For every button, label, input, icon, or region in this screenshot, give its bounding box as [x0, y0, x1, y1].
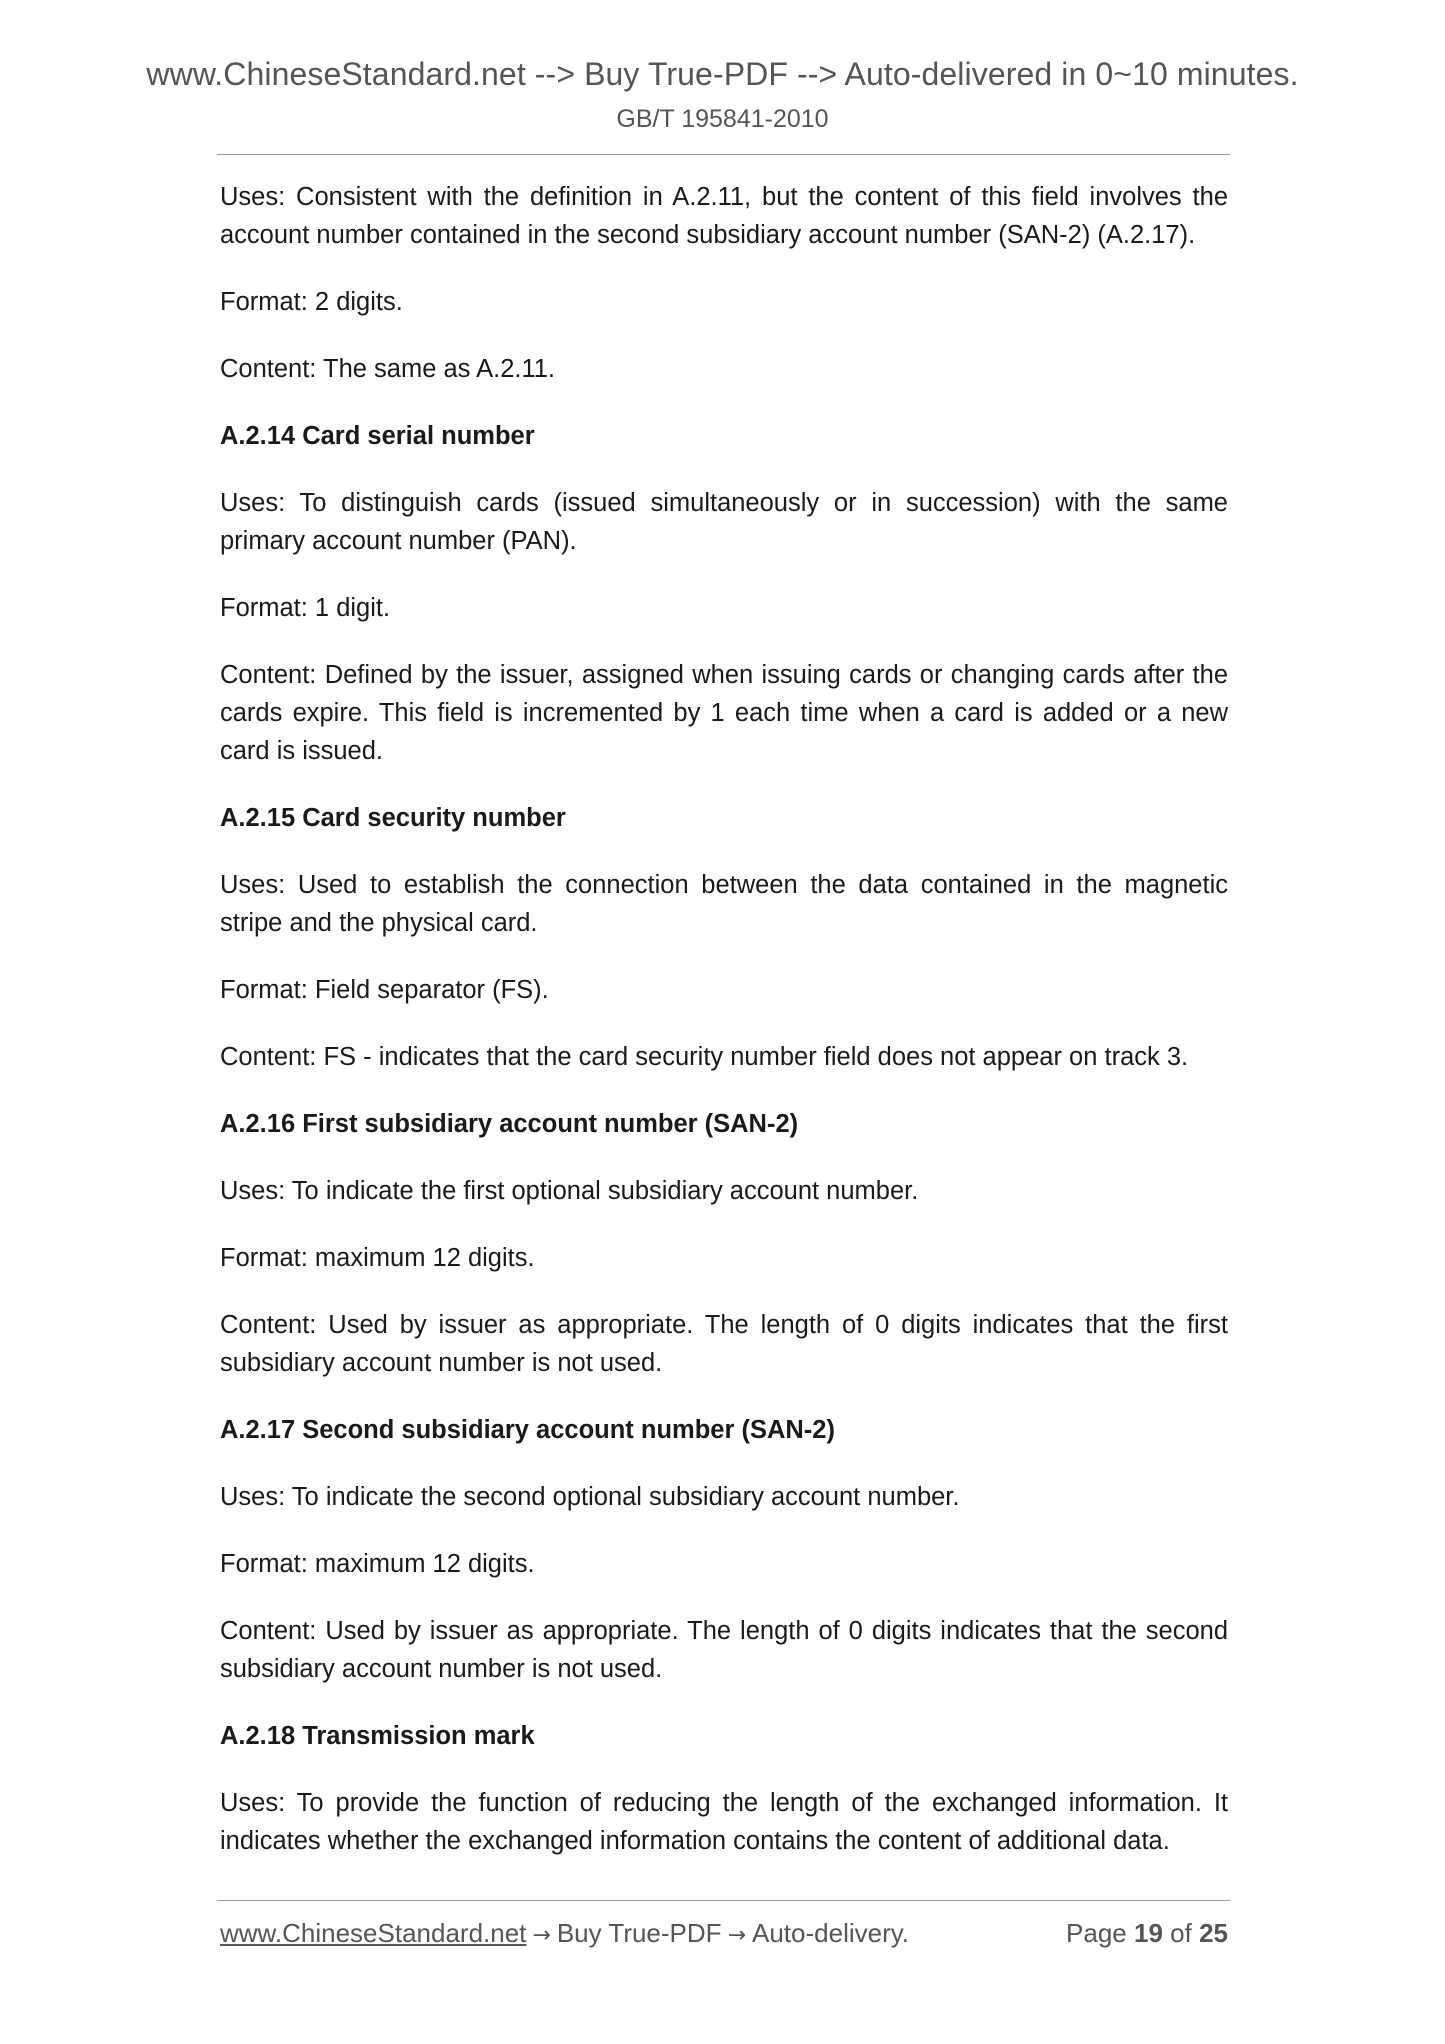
paragraph: Format: 2 digits. [220, 288, 403, 316]
paragraph: Format: 1 digit. [220, 594, 391, 622]
section-heading: A.2.16 First subsidiary account number (SAN-2) [220, 1110, 799, 1138]
paragraph: Uses: To distinguish cards (issued simultaneously or in succession) with the same primary account number (PAN). [220, 489, 1228, 555]
paragraph: Format: maximum 12 digits. [220, 1244, 535, 1272]
arrow-right-icon: → [532, 1923, 551, 1948]
section-heading: A.2.17 Second subsidiary account number (SAN-2) [220, 1416, 835, 1444]
footer-divider [217, 1900, 1230, 1901]
header-divider [217, 154, 1230, 155]
footer-promo [220, 1918, 909, 1949]
footer-buy-text: Buy True-PDF [556, 1918, 722, 1948]
section-heading: A.2.15 Card security number [220, 804, 566, 832]
paragraph: Uses: To indicate the first optional subsidiary account number. [220, 1177, 919, 1205]
paragraph: Format: maximum 12 digits. [220, 1550, 535, 1578]
paragraph: Content: Used by issuer as appropriate. The length of 0 digits indicates that the second subsidiary account number is not used. [220, 1617, 1228, 1683]
paragraph: Content: The same as A.2.11. [220, 355, 556, 383]
page-total: 25 [1199, 1918, 1228, 1948]
paragraph: Content: Defined by the issuer, assigned when issuing cards or changing cards after the cards expire. This field is incremented by 1 each time when a card is added or a new card is issued. [220, 661, 1228, 765]
header-standard-code: GB/T 195841-2010 [616, 105, 829, 133]
body-content [220, 178, 1228, 1889]
page-word: Page [1066, 1918, 1127, 1948]
paragraph: Uses: To provide the function of reducing the length of the exchanged information. It indicates whether the exchanged information contains the content of additional data. [220, 1789, 1228, 1855]
paragraph: Format: Field separator (FS). [220, 976, 549, 1004]
page-footer [220, 1918, 1228, 1958]
arrow-right-icon: → [727, 1923, 746, 1948]
footer-site-link[interactable]: www.ChineseStandard.net [220, 1918, 527, 1948]
footer-delivery-text: Auto-delivery. [752, 1918, 910, 1948]
of-word: of [1170, 1918, 1192, 1948]
paragraph: Content: Used by issuer as appropriate. The length of 0 digits indicates that the first subsidiary account number is not used. [220, 1311, 1228, 1377]
section-heading: A.2.14 Card serial number [220, 422, 535, 450]
section-heading: A.2.18 Transmission mark [220, 1722, 535, 1750]
page-number [1066, 1918, 1228, 1949]
header-banner: www.ChineseStandard.net --> Buy True-PDF --> Auto-delivered in 0~10 minutes. [146, 56, 1299, 92]
page-current: 19 [1134, 1918, 1163, 1948]
paragraph: Uses: To indicate the second optional subsidiary account number. [220, 1483, 960, 1511]
paragraph: Content: FS - indicates that the card security number field does not appear on track 3. [220, 1043, 1189, 1071]
paragraph: Uses: Used to establish the connection between the data contained in the magnetic stripe and the physical card. [220, 871, 1228, 937]
paragraph: Uses: Consistent with the definition in A.2.11, but the content of this field involves the account number contained in the second subsidiary account number (SAN-2) (A.2.17). [220, 183, 1228, 249]
